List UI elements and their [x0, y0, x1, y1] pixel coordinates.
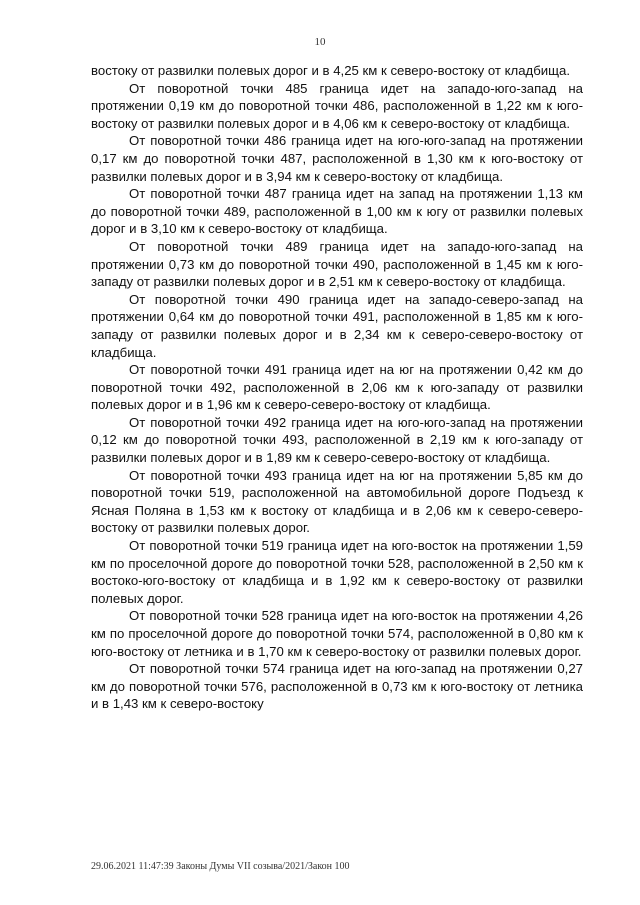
paragraph: От поворотной точки 519 граница идет на юго-восток на протяжении 1,59 км по проселочной дороге до поворотной точки 528, расположенной в 2,50 км к востоко-юго-востоку от кладбища и в 1,92 км к северо-востоку от развилки полевых дорог.: [91, 538, 583, 606]
paragraph: От поворотной точки 490 граница идет на западо-северо-запад на протяжении 0,64 км до поворотной точки 491, расположенной в 1,85 км к юго-западу от развилки полевых дорог и в 2,34 км к северо-северо-востоку от кладбища.: [91, 291, 583, 360]
paragraph: От поворотной точки 574 граница идет на юго-запад на протяжении 0,27 км до поворотной точки 576, расположенной в 0,73 км к юго-востоку от летника и в 1,43 км к северо-востоку: [91, 661, 583, 712]
document-body: [91, 62, 583, 713]
paragraph: От поворотной точки 485 граница идет на западо-юго-запад на протяжении 0,19 км до поворотной точки 486, расположенной в 1,22 км к юго-востоку от развилки полевых дорог и в 4,06 км к северо-востоку от кладбища.: [91, 80, 583, 131]
paragraph: От поворотной точки 492 граница идет на юго-юго-запад на протяжении 0,12 км до поворотной точки 493, расположенной в 2,19 км к юго-западу от развилки полевых дорог и в 1,89 км к северо-северо-востоку от кладбища.: [91, 414, 583, 466]
paragraph: От поворотной точки 491 граница идет на юг на протяжении 0,42 км до поворотной точки 492, расположенной в 2,06 км к юго-западу от развилки полевых дорог и в 1,96 км к северо-северо-востоку от кладбища.: [91, 362, 583, 413]
paragraph: От поворотной точки 493 граница идет на юг на протяжении 5,85 км до поворотной точки 519, расположенной на автомобильной дороге Подъезд к Ясная Поляна в 1,53 км к востоку от кладбища и в 2,06 км к северо-северо-востоку от развилки полевых дорог.: [91, 467, 583, 536]
paragraph: От поворотной точки 528 граница идет на юго-восток на протяжении 4,26 км по проселочной дороге до поворотной точки 574, расположенной в 0,80 км к юго-востоку от летника и в 1,70 км к северо-востоку от развилки полевых дорог.: [91, 608, 583, 659]
paragraph: От поворотной точки 487 граница идет на запад на протяжении 1,13 км до поворотной точки 489, расположенной в 1,00 км к югу от развилки полевых дорог и в 3,10 км к северо-востоку от кладбища.: [91, 186, 583, 237]
paragraph: востоку от развилки полевых дорог и в 4,25 км к северо-востоку от кладбища.: [91, 63, 570, 78]
paragraph: От поворотной точки 486 граница идет на юго-юго-запад на протяжении 0,17 км до поворотной точки 487, расположенной в 1,30 км к юго-востоку от развилки полевых дорог и в 3,94 км к северо-востоку от кладбища.: [91, 133, 583, 184]
paragraph: От поворотной точки 489 граница идет на западо-юго-запад на протяжении 0,73 км до поворотной точки 490, расположенной в 1,45 км к юго-западу от развилки полевых дорог и в 2,51 км к северо-востоку от кладбища.: [91, 238, 583, 290]
page-number: 10: [314, 36, 326, 48]
document-footer: 29.06.2021 11:47:39 Законы Думы VII созыва/2021/Закон 100: [91, 861, 350, 872]
